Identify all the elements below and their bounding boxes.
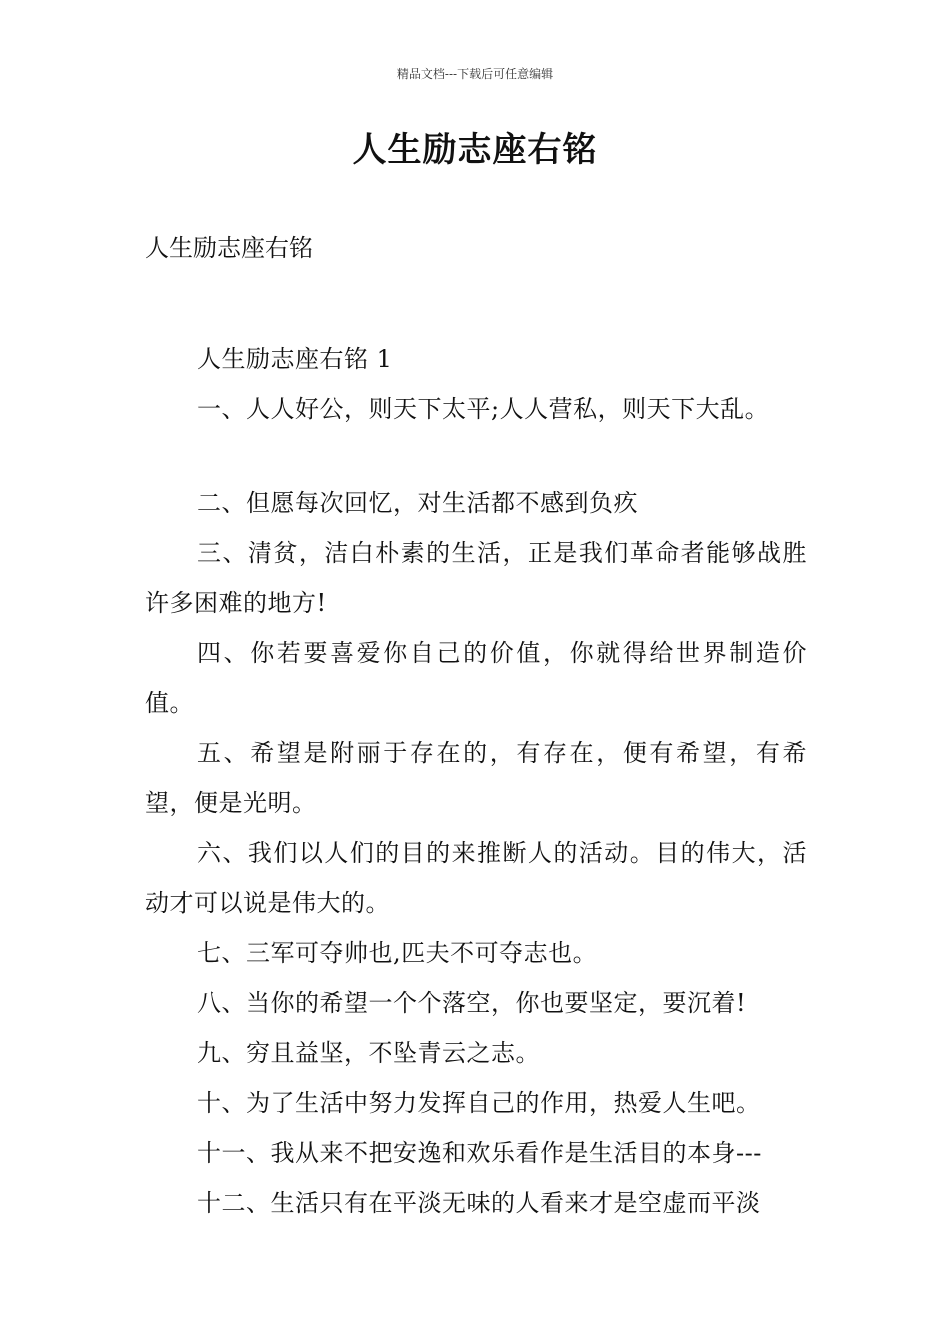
paragraph: 四、你若要喜爱你自己的价值，你就得给世界制造价值。: [145, 639, 807, 717]
document-subtitle: 人生励志座右铭: [145, 234, 313, 262]
paragraph: 一、人人好公，则天下太平;人人营私，则天下大乱。: [197, 395, 770, 423]
paragraph: 十、为了生活中努力发挥自己的作用，热爱人生吧。: [197, 1089, 761, 1117]
paragraph: 三、清贫，洁白朴素的生活，正是我们革命者能够战胜许多困难的地方!: [145, 539, 807, 617]
paragraph: 八、当你的希望一个个落空，你也要坚定，要沉着!: [197, 989, 747, 1017]
header-note: 精品文档---下载后可任意编辑: [396, 67, 554, 81]
section-heading: 人生励志座右铭 1: [197, 345, 393, 373]
paragraph: 九、穷且益坚，不坠青云之志。: [197, 1039, 540, 1067]
paragraph: 二、但愿每次回忆，对生活都不感到负疚: [197, 489, 638, 517]
paragraph: 五、希望是附丽于存在的，有存在，便有希望，有希望，便是光明。: [145, 739, 807, 817]
document-title: 人生励志座右铭: [352, 130, 598, 170]
paragraph: 十二、生活只有在平淡无味的人看来才是空虚而平淡: [197, 1189, 761, 1217]
document-body: [145, 334, 807, 1228]
paragraph: 六、我们以人们的目的来推断人的活动。目的伟大，活动才可以说是伟大的。: [145, 839, 807, 917]
paragraph: 十一、我从来不把安逸和欢乐看作是生活目的本身---: [197, 1139, 762, 1167]
paragraph: 七、三军可夺帅也,匹夫不可夺志也。: [197, 939, 598, 967]
